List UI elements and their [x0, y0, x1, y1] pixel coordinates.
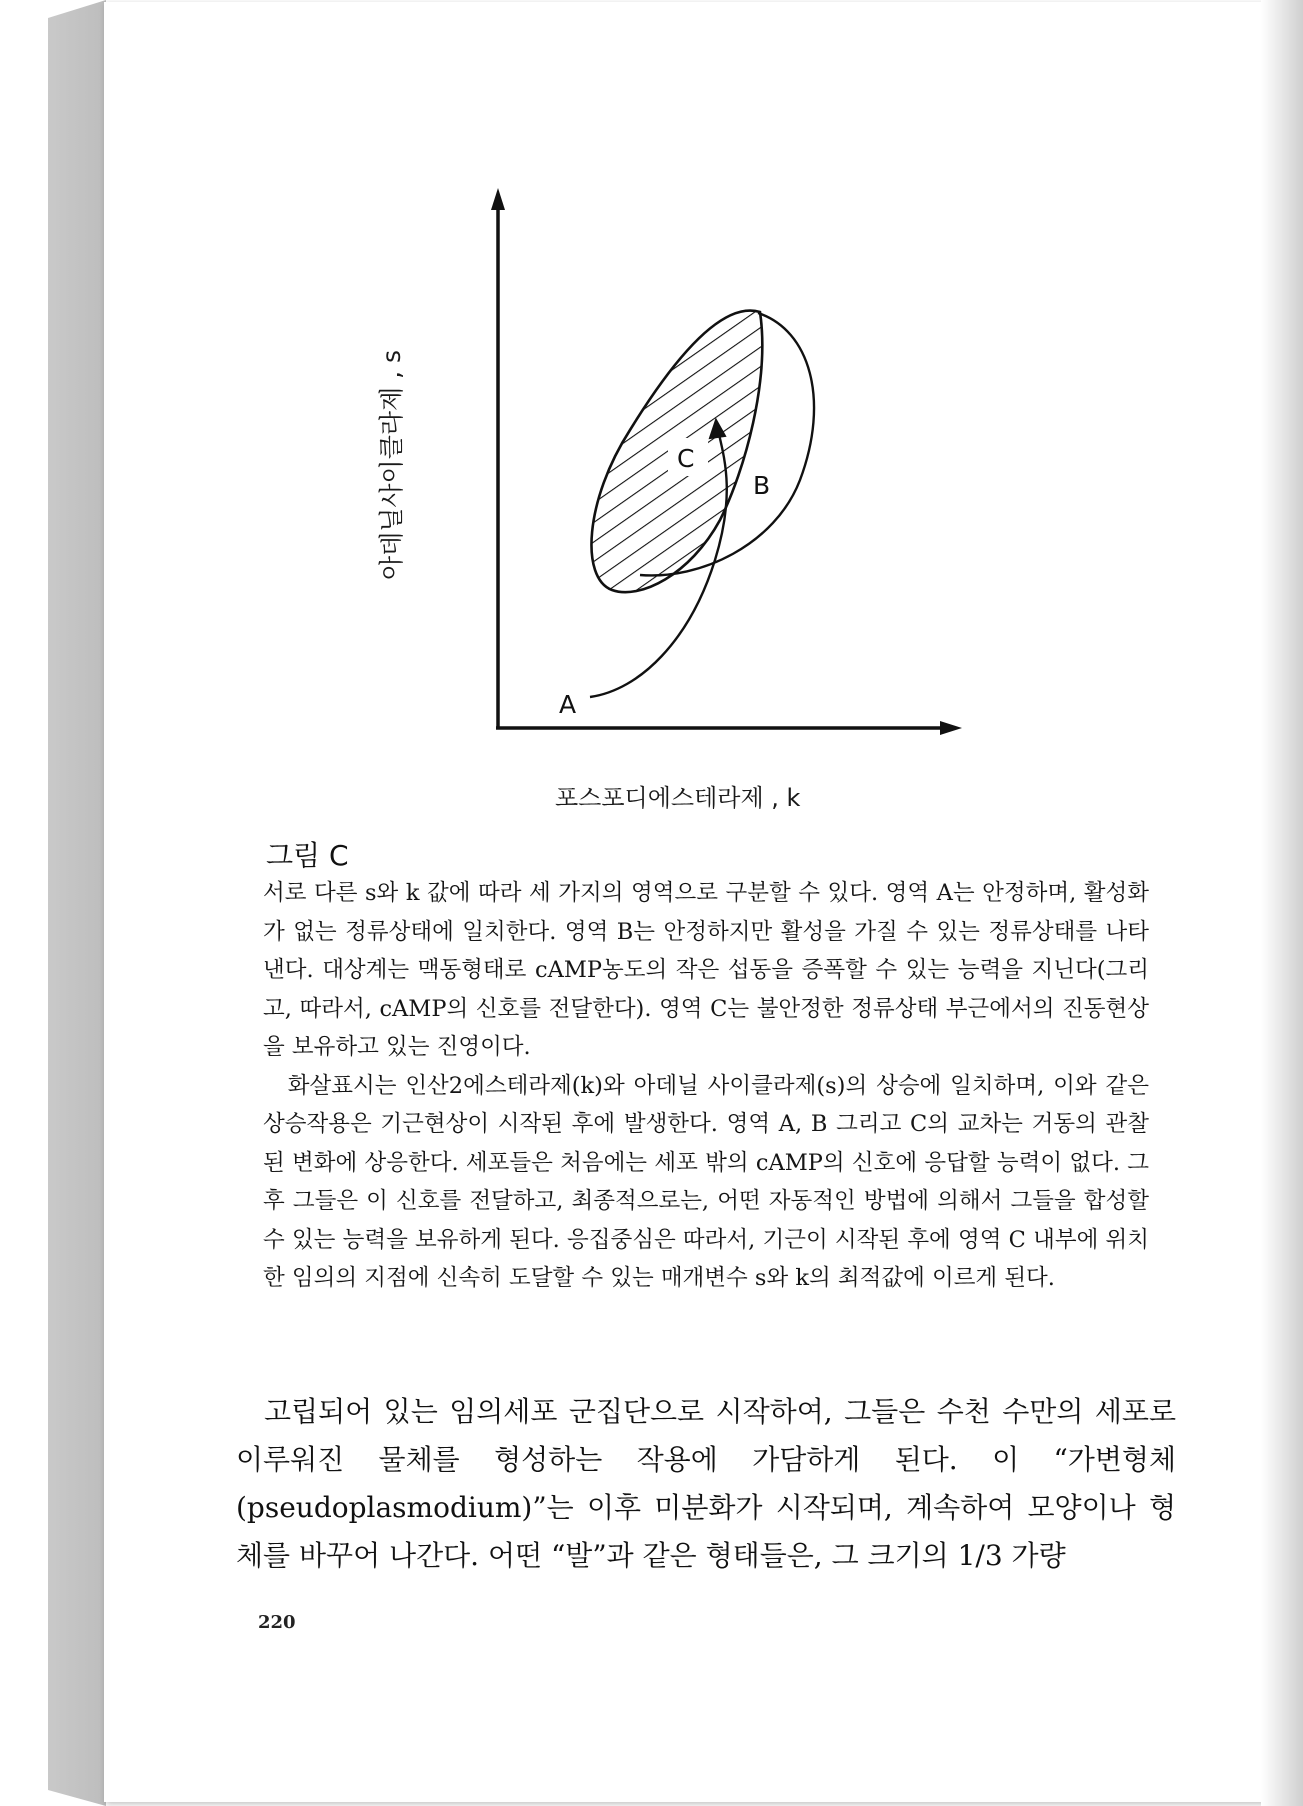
- region-label-c: C: [677, 444, 695, 473]
- x-axis-arrowhead: [940, 721, 962, 735]
- body-text: [236, 1388, 1176, 1580]
- region-label-b: B: [753, 471, 771, 500]
- phase-diagram-svg: [0, 0, 1303, 860]
- figure-caption-title: 그림 C: [266, 839, 349, 872]
- page-number: 220: [258, 1612, 296, 1633]
- x-axis-label: 포스포디에스테라제 , k: [555, 784, 801, 812]
- y-axis-arrowhead: [491, 188, 505, 210]
- figure-caption: [263, 874, 1149, 1298]
- caption-paragraph: 서로 다른 s와 k 값에 따라 세 가지의 영역으로 구분할 수 있다. 영역 A는 안정하며, 활성화가 없는 정류상태에 일치한다. 영역 B는 안정하지만 활성을 가질 수 있는 정류상태를 나타낸다. 대상계는 맥동형태로 cAMP농도의 작은 섭동을 증폭할 수 있는 능력을 지닌다(그리고, 따라서, cAMP의 신호를 전달한다). 영역 C는 불안정한 정류상태 부근에서의 진동현상을 보유하고 있는 진영이다.: [263, 880, 1149, 1060]
- body-paragraph: 고립되어 있는 임의세포 군집단으로 시작하여, 그들은 수천 수만의 세포로 이루워진 물체를 형성하는 작용에 가담하게 된다. 이 “가변형체(pseudoplasmodium)”는 이후 미분화가 시작되며, 계속하여 모양이나 형체를 바꾸어 나간다. 어떤 “발”과 같은 형태들은, 그 크기의 1/3 가량: [236, 1395, 1176, 1572]
- phase-diagram-figure: [0, 0, 1303, 860]
- y-axis-label: 아데닐사이클라제 , s: [377, 349, 406, 581]
- caption-paragraph: 화살표시는 인산2에스테라제(k)와 아데닐 사이클라제(s)의 상승에 일치하며, 이와 같은 상승작용은 기근현상이 시작된 후에 발생한다. 영역 A, B 그리고 C의 교차는 거동의 관찰된 변화에 상응한다. 세포들은 처음에는 세포 밖의 cAMP의 신호에 응답할 능력이 없다. 그후 그들은 이 신호를 전달하고, 최종적으로는, 어떤 자동적인 방법에 의해서 그들을 합성할 수 있는 능력을 보유하게 된다. 응집중심은 따라서, 기근이 시작된 후에 영역 C 내부에 위치한 임의의 지점에 신속히 도달할 수 있는 매개변수 s와 k의 최적값에 이르게 된다.: [263, 1072, 1149, 1291]
- region-label-a: A: [559, 690, 577, 719]
